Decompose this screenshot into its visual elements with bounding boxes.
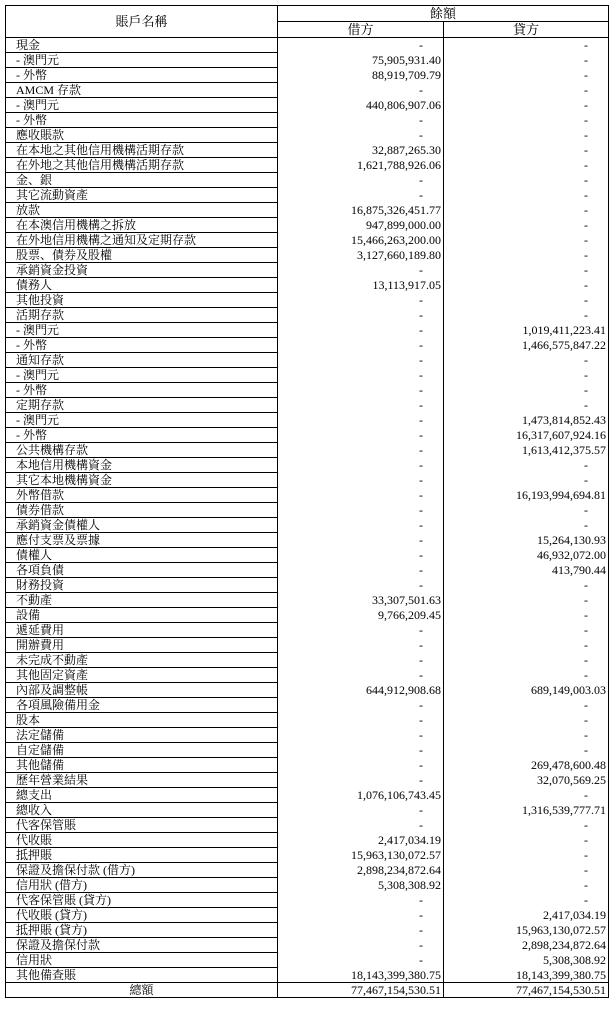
debit-cell: 1,076,106,743.45 xyxy=(278,788,444,803)
account-name-cell: 各項風險備用金 xyxy=(6,698,278,713)
table-row xyxy=(6,893,609,908)
account-name-cell: 放款 xyxy=(6,203,278,218)
debit-cell: - xyxy=(278,938,444,953)
account-name-cell: 應收賬款 xyxy=(6,128,278,143)
table-row xyxy=(6,158,609,173)
credit-cell: - xyxy=(444,833,609,848)
credit-cell: - xyxy=(444,728,609,743)
credit-cell: - xyxy=(444,98,609,113)
table-row xyxy=(6,698,609,713)
account-name-cell: 承銷資金投資 xyxy=(6,263,278,278)
debit-cell: - xyxy=(278,308,444,323)
account-name-cell: - 澳門元 xyxy=(6,368,278,383)
debit-cell: - xyxy=(278,818,444,833)
account-name-cell: - 澳門元 xyxy=(6,53,278,68)
debit-cell: 15,466,263,200.00 xyxy=(278,233,444,248)
account-name-cell: 本地信用機構資金 xyxy=(6,458,278,473)
account-name-cell: 不動產 xyxy=(6,593,278,608)
debit-cell: - xyxy=(278,263,444,278)
credit-cell: - xyxy=(444,158,609,173)
credit-cell: - xyxy=(444,668,609,683)
debit-cell: - xyxy=(278,113,444,128)
table-row xyxy=(6,83,609,98)
account-name-cell: - 外幣 xyxy=(6,113,278,128)
credit-cell: - xyxy=(444,398,609,413)
table-row xyxy=(6,488,609,503)
table-row xyxy=(6,428,609,443)
account-name-cell: 其他備查賬 xyxy=(6,968,278,983)
debit-cell: - xyxy=(278,743,444,758)
table-row xyxy=(6,713,609,728)
account-name-cell: - 外幣 xyxy=(6,68,278,83)
account-name-cell: 開辦費用 xyxy=(6,638,278,653)
debit-cell: 88,919,709.79 xyxy=(278,68,444,83)
credit-cell: 18,143,399,380.75 xyxy=(444,968,609,983)
debit-cell: 75,905,931.40 xyxy=(278,53,444,68)
table-row xyxy=(6,503,609,518)
table-row xyxy=(6,353,609,368)
credit-cell: - xyxy=(444,623,609,638)
credit-cell: - xyxy=(444,458,609,473)
table-row xyxy=(6,848,609,863)
credit-cell: - xyxy=(444,188,609,203)
debit-cell: - xyxy=(278,428,444,443)
account-name-cell: 總收入 xyxy=(6,803,278,818)
credit-cell: - xyxy=(444,218,609,233)
credit-cell: 15,963,130,072.57 xyxy=(444,923,609,938)
credit-cell: 15,264,130.93 xyxy=(444,533,609,548)
credit-cell: 16,317,607,924.16 xyxy=(444,428,609,443)
credit-cell: 16,193,994,694.81 xyxy=(444,488,609,503)
account-name-cell: 在外地信用機構之通知及定期存款 xyxy=(6,233,278,248)
debit-cell: 2,417,034.19 xyxy=(278,833,444,848)
table-row xyxy=(6,668,609,683)
debit-cell: - xyxy=(278,668,444,683)
debit-cell: 440,806,907.06 xyxy=(278,98,444,113)
account-name-cell: 在本澳信用機構之拆放 xyxy=(6,218,278,233)
debit-cell: - xyxy=(278,638,444,653)
table-row xyxy=(6,443,609,458)
credit-cell: - xyxy=(444,698,609,713)
credit-cell: - xyxy=(444,578,609,593)
balance-sheet xyxy=(5,5,608,998)
debit-cell: - xyxy=(278,908,444,923)
table-footer xyxy=(6,983,609,998)
debit-cell: - xyxy=(278,893,444,908)
debit-cell: - xyxy=(278,728,444,743)
table-row xyxy=(6,458,609,473)
credit-cell: 2,898,234,872.64 xyxy=(444,938,609,953)
table-row xyxy=(6,413,609,428)
account-name-cell: 債務人 xyxy=(6,278,278,293)
credit-cell: - xyxy=(444,233,609,248)
account-name-cell: - 澳門元 xyxy=(6,323,278,338)
table-row xyxy=(6,338,609,353)
credit-cell: - xyxy=(444,38,609,53)
account-name-cell: - 外幣 xyxy=(6,383,278,398)
credit-cell: 1,613,412,375.57 xyxy=(444,443,609,458)
table-row xyxy=(6,773,609,788)
credit-cell: - xyxy=(444,878,609,893)
table-row xyxy=(6,938,609,953)
credit-cell: - xyxy=(444,743,609,758)
credit-cell: - xyxy=(444,503,609,518)
table-row xyxy=(6,263,609,278)
credit-cell: - xyxy=(444,608,609,623)
credit-cell: - xyxy=(444,638,609,653)
credit-cell: - xyxy=(444,848,609,863)
debit-cell: 32,887,265.30 xyxy=(278,143,444,158)
table-row xyxy=(6,653,609,668)
account-name-cell: 未完成不動產 xyxy=(6,653,278,668)
credit-cell: 46,932,072.00 xyxy=(444,548,609,563)
debit-cell: - xyxy=(278,473,444,488)
account-name-cell: - 外幣 xyxy=(6,338,278,353)
table-row xyxy=(6,608,609,623)
table-row xyxy=(6,308,609,323)
total-label: 總額 xyxy=(6,983,278,998)
credit-cell: - xyxy=(444,248,609,263)
debit-cell: - xyxy=(278,383,444,398)
table-row xyxy=(6,398,609,413)
debit-cell: - xyxy=(278,758,444,773)
credit-cell: - xyxy=(444,53,609,68)
account-name-cell: 其他儲備 xyxy=(6,758,278,773)
account-name-cell: 財務投資 xyxy=(6,578,278,593)
debit-cell: - xyxy=(278,443,444,458)
table-row xyxy=(6,203,609,218)
debit-cell: - xyxy=(278,578,444,593)
credit-cell: - xyxy=(444,263,609,278)
credit-cell: - xyxy=(444,173,609,188)
table-row xyxy=(6,683,609,698)
credit-cell: - xyxy=(444,353,609,368)
table-row xyxy=(6,128,609,143)
account-name-cell: 歷年營業結果 xyxy=(6,773,278,788)
debit-cell: 18,143,399,380.75 xyxy=(278,968,444,983)
debit-cell: - xyxy=(278,623,444,638)
credit-cell: - xyxy=(444,473,609,488)
credit-cell: - xyxy=(444,128,609,143)
debit-cell: - xyxy=(278,173,444,188)
table-row xyxy=(6,728,609,743)
credit-cell: 32,070,569.25 xyxy=(444,773,609,788)
debit-cell: 16,875,326,451.77 xyxy=(278,203,444,218)
account-name-cell: 債權人 xyxy=(6,548,278,563)
account-name-cell: 法定儲備 xyxy=(6,728,278,743)
credit-cell: 1,019,411,223.41 xyxy=(444,323,609,338)
account-name-cell: 內部及調整帳 xyxy=(6,683,278,698)
account-name-header: 賬戶名稱 xyxy=(6,6,278,38)
account-name-cell: 在本地之其他信用機構活期存款 xyxy=(6,143,278,158)
account-name-cell: 遞延費用 xyxy=(6,623,278,638)
table-row xyxy=(6,68,609,83)
account-name-cell: 應付支票及票據 xyxy=(6,533,278,548)
credit-cell: - xyxy=(444,293,609,308)
account-name-cell: 承銷資金債權人 xyxy=(6,518,278,533)
credit-cell: - xyxy=(444,893,609,908)
account-name-cell: 信用狀 xyxy=(6,953,278,968)
account-name-cell: - 澳門元 xyxy=(6,413,278,428)
table-row xyxy=(6,968,609,983)
debit-cell: 2,898,234,872.64 xyxy=(278,863,444,878)
credit-cell: - xyxy=(444,653,609,668)
debit-cell: - xyxy=(278,923,444,938)
debit-cell: - xyxy=(278,413,444,428)
table-row xyxy=(6,833,609,848)
account-name-cell: - 外幣 xyxy=(6,428,278,443)
debit-cell: - xyxy=(278,563,444,578)
account-name-cell: 活期存款 xyxy=(6,308,278,323)
account-name-cell: 債券借款 xyxy=(6,503,278,518)
debit-cell: 644,912,908.68 xyxy=(278,683,444,698)
account-name-cell: 現金 xyxy=(6,38,278,53)
account-name-cell: 代收賬 xyxy=(6,833,278,848)
table-row xyxy=(6,623,609,638)
debit-cell: - xyxy=(278,953,444,968)
table-row xyxy=(6,38,609,53)
table-row xyxy=(6,638,609,653)
credit-cell: - xyxy=(444,368,609,383)
debit-cell: - xyxy=(278,518,444,533)
table-row xyxy=(6,953,609,968)
table-row xyxy=(6,863,609,878)
credit-cell: - xyxy=(444,68,609,83)
debit-cell: - xyxy=(278,488,444,503)
balance-header: 餘額 xyxy=(278,6,609,22)
table-row xyxy=(6,788,609,803)
account-name-cell: 其它本地機構資金 xyxy=(6,473,278,488)
credit-cell: - xyxy=(444,713,609,728)
credit-cell: - xyxy=(444,203,609,218)
debit-cell: - xyxy=(278,83,444,98)
account-name-cell: 設備 xyxy=(6,608,278,623)
account-name-cell: 信用狀 (借方) xyxy=(6,878,278,893)
table-row xyxy=(6,113,609,128)
account-name-cell: 代收賬 (貸方) xyxy=(6,908,278,923)
credit-cell: 689,149,003.03 xyxy=(444,683,609,698)
debit-cell: - xyxy=(278,533,444,548)
table-row xyxy=(6,563,609,578)
debit-cell: - xyxy=(278,458,444,473)
credit-cell: - xyxy=(444,113,609,128)
account-name-cell: 金、銀 xyxy=(6,173,278,188)
account-name-cell: 保證及擔保付款 xyxy=(6,938,278,953)
table-row xyxy=(6,578,609,593)
table-row xyxy=(6,323,609,338)
account-name-cell: 自定儲備 xyxy=(6,743,278,758)
table-row xyxy=(6,98,609,113)
account-name-cell: 代客保管賬 xyxy=(6,818,278,833)
credit-cell: - xyxy=(444,143,609,158)
balance-table xyxy=(5,5,609,998)
table-row xyxy=(6,908,609,923)
account-name-cell: 抵押賬 xyxy=(6,848,278,863)
debit-cell: - xyxy=(278,398,444,413)
debit-cell: - xyxy=(278,773,444,788)
debit-cell: 15,963,130,072.57 xyxy=(278,848,444,863)
account-name-cell: 股票、債券及股權 xyxy=(6,248,278,263)
table-row xyxy=(6,923,609,938)
credit-cell: - xyxy=(444,863,609,878)
account-name-cell: - 澳門元 xyxy=(6,98,278,113)
account-name-cell: AMCM 存款 xyxy=(6,83,278,98)
credit-cell: 1,473,814,852.43 xyxy=(444,413,609,428)
table-row xyxy=(6,518,609,533)
credit-header: 貸方 xyxy=(444,22,609,38)
credit-cell: - xyxy=(444,278,609,293)
table-row xyxy=(6,173,609,188)
account-name-cell: 其他投資 xyxy=(6,293,278,308)
debit-cell: - xyxy=(278,503,444,518)
total-row xyxy=(6,983,609,998)
table-row xyxy=(6,533,609,548)
credit-cell: - xyxy=(444,383,609,398)
account-name-cell: 總支出 xyxy=(6,788,278,803)
credit-cell: 269,478,600.48 xyxy=(444,758,609,773)
credit-cell: 5,308,308.92 xyxy=(444,953,609,968)
table-row xyxy=(6,818,609,833)
debit-cell: - xyxy=(278,38,444,53)
account-name-cell: 各項負債 xyxy=(6,563,278,578)
debit-cell: - xyxy=(278,803,444,818)
credit-cell: 2,417,034.19 xyxy=(444,908,609,923)
debit-cell: - xyxy=(278,698,444,713)
credit-cell: 1,316,539,777.71 xyxy=(444,803,609,818)
account-name-cell: 公共機構存款 xyxy=(6,443,278,458)
account-name-cell: 代客保管賬 (貸方) xyxy=(6,893,278,908)
table-row xyxy=(6,758,609,773)
table-row xyxy=(6,218,609,233)
total-debit: 77,467,154,530.51 xyxy=(278,983,444,998)
account-name-cell: 在外地之其他信用機構活期存款 xyxy=(6,158,278,173)
table-row xyxy=(6,248,609,263)
credit-cell: 413,790.44 xyxy=(444,563,609,578)
account-name-cell: 外幣借款 xyxy=(6,488,278,503)
total-credit: 77,467,154,530.51 xyxy=(444,983,609,998)
account-name-cell: 通知存款 xyxy=(6,353,278,368)
account-name-cell: 其它流動資產 xyxy=(6,188,278,203)
debit-cell: - xyxy=(278,128,444,143)
table-row xyxy=(6,473,609,488)
table-row xyxy=(6,53,609,68)
table-row xyxy=(6,878,609,893)
table-row xyxy=(6,593,609,608)
table-row xyxy=(6,278,609,293)
table-row xyxy=(6,293,609,308)
debit-cell: 1,621,788,926.06 xyxy=(278,158,444,173)
table-row xyxy=(6,743,609,758)
debit-cell: - xyxy=(278,188,444,203)
debit-cell: 5,308,308.92 xyxy=(278,878,444,893)
table-row xyxy=(6,383,609,398)
debit-cell: - xyxy=(278,713,444,728)
debit-cell: 9,766,209.45 xyxy=(278,608,444,623)
credit-cell: - xyxy=(444,308,609,323)
debit-cell: 3,127,660,189.80 xyxy=(278,248,444,263)
credit-cell: 1,466,575,847.22 xyxy=(444,338,609,353)
account-name-cell: 抵押賬 (貸方) xyxy=(6,923,278,938)
table-row xyxy=(6,548,609,563)
debit-cell: - xyxy=(278,653,444,668)
table-row xyxy=(6,803,609,818)
credit-cell: - xyxy=(444,593,609,608)
account-name-cell: 股本 xyxy=(6,713,278,728)
debit-cell: - xyxy=(278,353,444,368)
table-row xyxy=(6,188,609,203)
table-body xyxy=(6,38,609,983)
debit-cell: 33,307,501.63 xyxy=(278,593,444,608)
table-row xyxy=(6,368,609,383)
credit-cell: - xyxy=(444,818,609,833)
account-name-cell: 定期存款 xyxy=(6,398,278,413)
table-row xyxy=(6,233,609,248)
debit-cell: - xyxy=(278,338,444,353)
debit-cell: 947,899,000.00 xyxy=(278,218,444,233)
table-header xyxy=(6,6,609,38)
debit-header: 借方 xyxy=(278,22,444,38)
credit-cell: - xyxy=(444,518,609,533)
debit-cell: - xyxy=(278,323,444,338)
credit-cell: - xyxy=(444,788,609,803)
debit-cell: - xyxy=(278,293,444,308)
account-name-cell: 保證及擔保付款 (借方) xyxy=(6,863,278,878)
table-row xyxy=(6,143,609,158)
debit-cell: - xyxy=(278,548,444,563)
credit-cell: - xyxy=(444,83,609,98)
account-name-cell: 其他固定資產 xyxy=(6,668,278,683)
debit-cell: 13,113,917.05 xyxy=(278,278,444,293)
debit-cell: - xyxy=(278,368,444,383)
